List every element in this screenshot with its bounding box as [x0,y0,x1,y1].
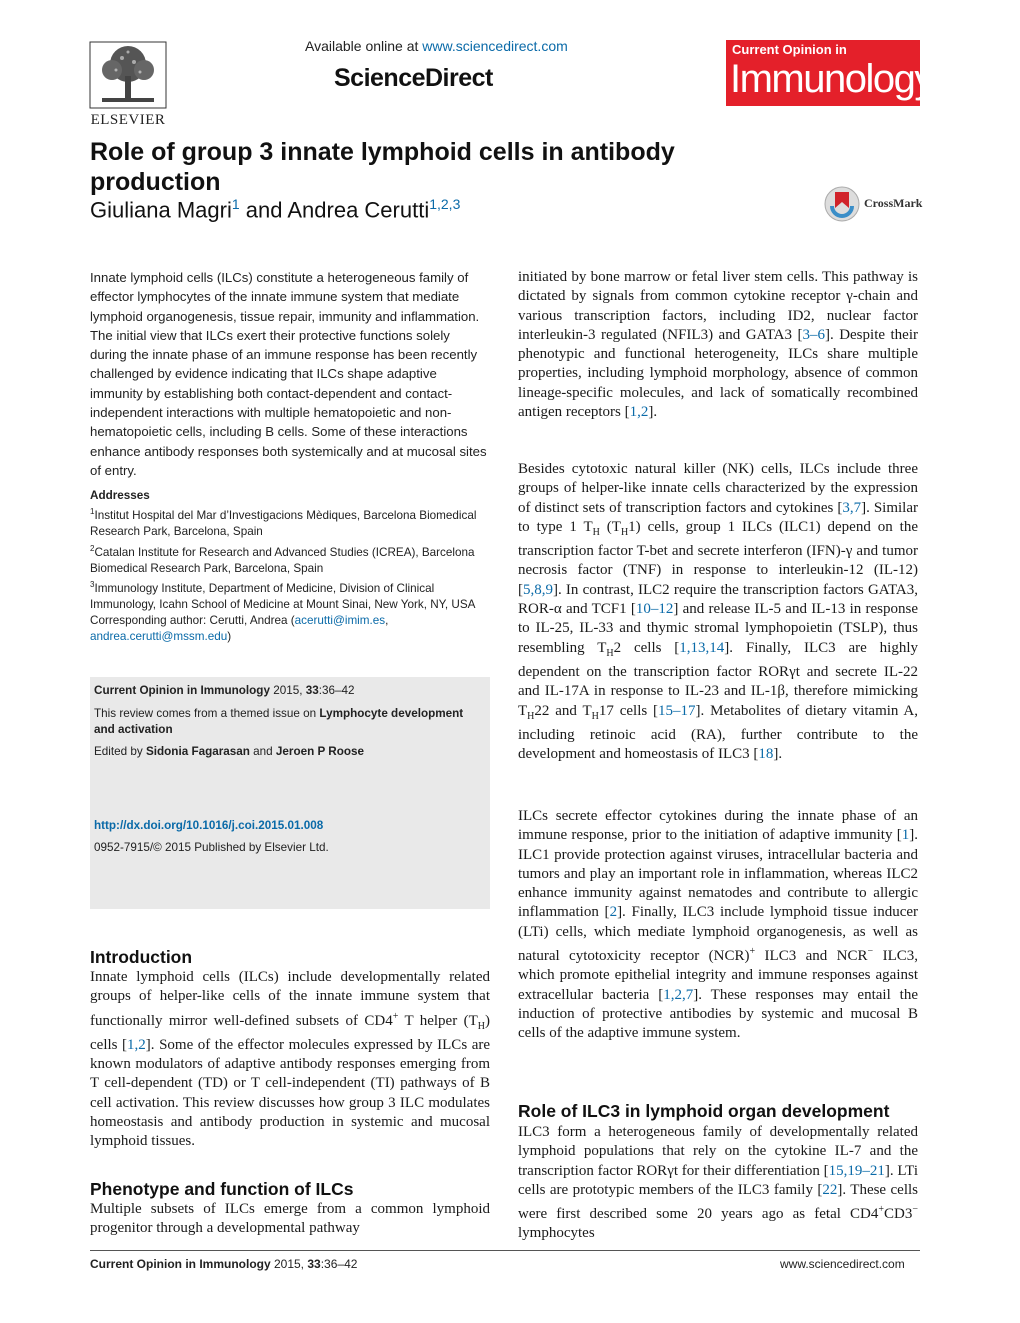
section-heading-introduction: Introduction [90,947,193,967]
journal-logo-top: Current Opinion in [732,42,847,57]
abstract: Innate lymphoid cells (ILCs) constitute a heterogeneous family of effector lymphocytes of the innate immune system that mediate lymphoid organogenesis, tissue repair, immunity and inflammation. The initial view that ILCs exert their protective functions solely during the innate phase of an immune response has been recently challenged by evidence indicating that ILCs shape adaptive immunity by establishing both contact-dependent and contact-independent interactions with multiple hematopoietic and non-hematopoietic cells, including B cells. Some of these interactions enhance antibody responses both systemically and at mucosal sites of entry. [90,270,487,478]
address-item: $^2$Catalan Institute for Research and Advanced Studies (ICREA), Barcelona Biomedical Research Park, Barcelona, Spain [90,543,475,575]
footer-site[interactable]: www.sciencedirect.com [780,1257,905,1271]
crossmark-badge[interactable] [824,186,924,222]
email-link-1[interactable]: acerutti@imim.es [294,614,386,627]
available-prefix: Available online at [305,38,423,54]
elsevier-tree-icon [88,40,168,110]
footer-citation: Current Opinion in Immunology 2015, 33:36–42 [90,1257,358,1271]
addresses [90,488,500,613]
section-heading-ilc3: Role of ILC3 in lymphoid organ development [518,1101,890,1121]
email-link-2[interactable]: andrea.cerutti@mssm.edu [90,630,228,644]
authors [90,196,460,223]
crossmark-label: CrossMark [864,196,923,210]
publisher-name: ELSEVIER [90,112,166,128]
corresponding-author: Corresponding author: Cerutti, Andrea (acerutti@imim.es, andrea.cerutti@mssm.edu) [90,614,389,644]
paragraph-introduction: Innate lymphoid cells (ILCs) include developmentally related groups of helper-like cells of the innate immune system that functionally mirror well-defined subsets of CD4+ T helper $(T_H)$ cells [1,2]. Some of the effector molecules expressed by ILCs are known modulators of adaptive antibody responses emerging from T cell-dependent (TD) or T cell-independent (TI) pathways of B cell activation. This review discusses how group 3 ILC modulates homeostasis and antibody production in systemic and mucosal lymphoid tissues. [90,969,491,1150]
infobox-citation: Current Opinion in Immunology 2015, 33:36–42 [94,684,355,697]
copyright: 0952-7915/© 2015 Published by Elsevier Ltd. [94,841,329,854]
journal-logo-main: Immunology [730,57,933,101]
author-1: Giuliana Magri [90,197,232,223]
sciencedirect-brand: ScienceDirect [334,64,493,92]
footer-divider [90,1250,920,1251]
sciencedirect-link[interactable]: www.sciencedirect.com [422,38,568,54]
doi-link[interactable]: http://dx.doi.org/10.1016/j.coi.2015.01.008 [94,819,324,832]
article-info-box [90,677,490,909]
infobox-editors: Edited by Sidonia Fagarasan and Jeroen P Roose [94,745,365,758]
addresses-heading: Addresses [90,489,150,502]
journal-logo [726,40,933,106]
paragraph-right-2: Besides cytotoxic natural killer (NK) cells, ILCs include three groups of helper-like innate cells characterized by the expression of distinct sets of transcription factors and cytokines [3,7]. Similar to type 1 $T_H$ $(T_H1)$ cells, group 1 ILCs (ILC1) depend on the transcription factor T-bet and secrete interferon (IFN)-γ and tumor necrosis factor (TNF) in response to interleukin-12 (IL-12) [5,8,9]. In contrast, ILC2 require the transcription factors GATA3, ROR-α and TCF1 [10–12] and release IL-5 and IL-13 in response to IL-25, IL-33 and thymic stromal lymphopoietin (TSLP), thus resembling $T_H2$ cells [1,13,14]. Finally, ILC3 are highly dependent on the transcription factor RORγt and secrete IL-22 and IL-17A in response to IL-23 and IL-1β, therefore mimicking $T_H22$ and $T_H17$ cells [15–17]. Metabolites of dietary vitamin A, including retinoic acid (RA), further contribute to the development and homeostasis of ILC3 [18]. [518,461,918,763]
crossmark-icon [824,186,860,222]
address-item: $^1$Institut Hospital del Mar d’Investigacions Mèdiques, Barcelona Biomedical Research Park, Barcelona, Spain [90,507,477,539]
paragraph-phenotype: Multiple subsets of ILCs emerge from a common lymphoid progenitor through a developmental pathway [90,1201,490,1237]
author-2: Andrea Cerutti [287,197,430,223]
section-heading-phenotype: Phenotype and function of ILCs [90,1179,354,1199]
elsevier-logo [88,40,168,128]
infobox-theme: This review comes from a themed issue on Lymphocyte development and activation [94,707,464,736]
address-item: $^3$Immunology Institute, Department of Medicine, Division of Clinical Immunology, Icahn School of Medicine at Mount Sinai, New York, NY, USA [90,579,476,611]
author-1-affil[interactable]: 1 [231,196,240,212]
author-2-affil[interactable]: 1,2,3 [429,196,461,212]
paragraph-ilc3: ILC3 form a heterogeneous family of developmentally related lymphoid populations that rely on the cytokine IL-7 and the transcription factor RORγt for their differentiation [15,19–21]. LTi cells are prototypic members of the ILC3 family [22]. These cells were first described some 20 years ago as fetal CD4+CD3− lymphocytes [518,1124,918,1242]
article-title: Role of group 3 innate lymphoid cells in antibody production [90,138,675,196]
paragraph-right-1: initiated by bone marrow or fetal liver stem cells. This pathway is dictated by signals from common cytokine receptor γ-chain and various transcription factors, including ID2, nuclear factor interleukin-3 regulated (NFIL3) and GATA3 [3–6]. Despite their phenotypic and functional heterogeneity, ILCs share multiple properties, including lymphoid morphology, absence of common lineage-specific molecules, and lack of somatically recombined antigen receptors [1,2]. [518,269,918,421]
available-online [305,38,568,54]
paragraph-right-3: ILCs secrete effector cytokines during the innate phase of an immune response, prior to the initiation of adaptive immunity [1]. ILC1 provide protection against viruses, intracellular bacteria and tumors and play an important role in inflammation, whereas ILC2 enhance immunity against nematodes and contribute to allergic inflammation [2]. Finally, ILC3 include lymphoid tissue inducer (LTi) cells, which mediate lymphoid organogenesis, as well as natural cytotoxicity receptor (NCR)+ ILC3 and NCR− ILC3, which promote epithelial integrity and immune responses against extracellular bacteria [1,2,7]. These responses may entail the induction of protective antibodies by systemic and mucosal B cells of the adaptive immune system. [518,808,919,1042]
author-join: and [239,197,288,223]
